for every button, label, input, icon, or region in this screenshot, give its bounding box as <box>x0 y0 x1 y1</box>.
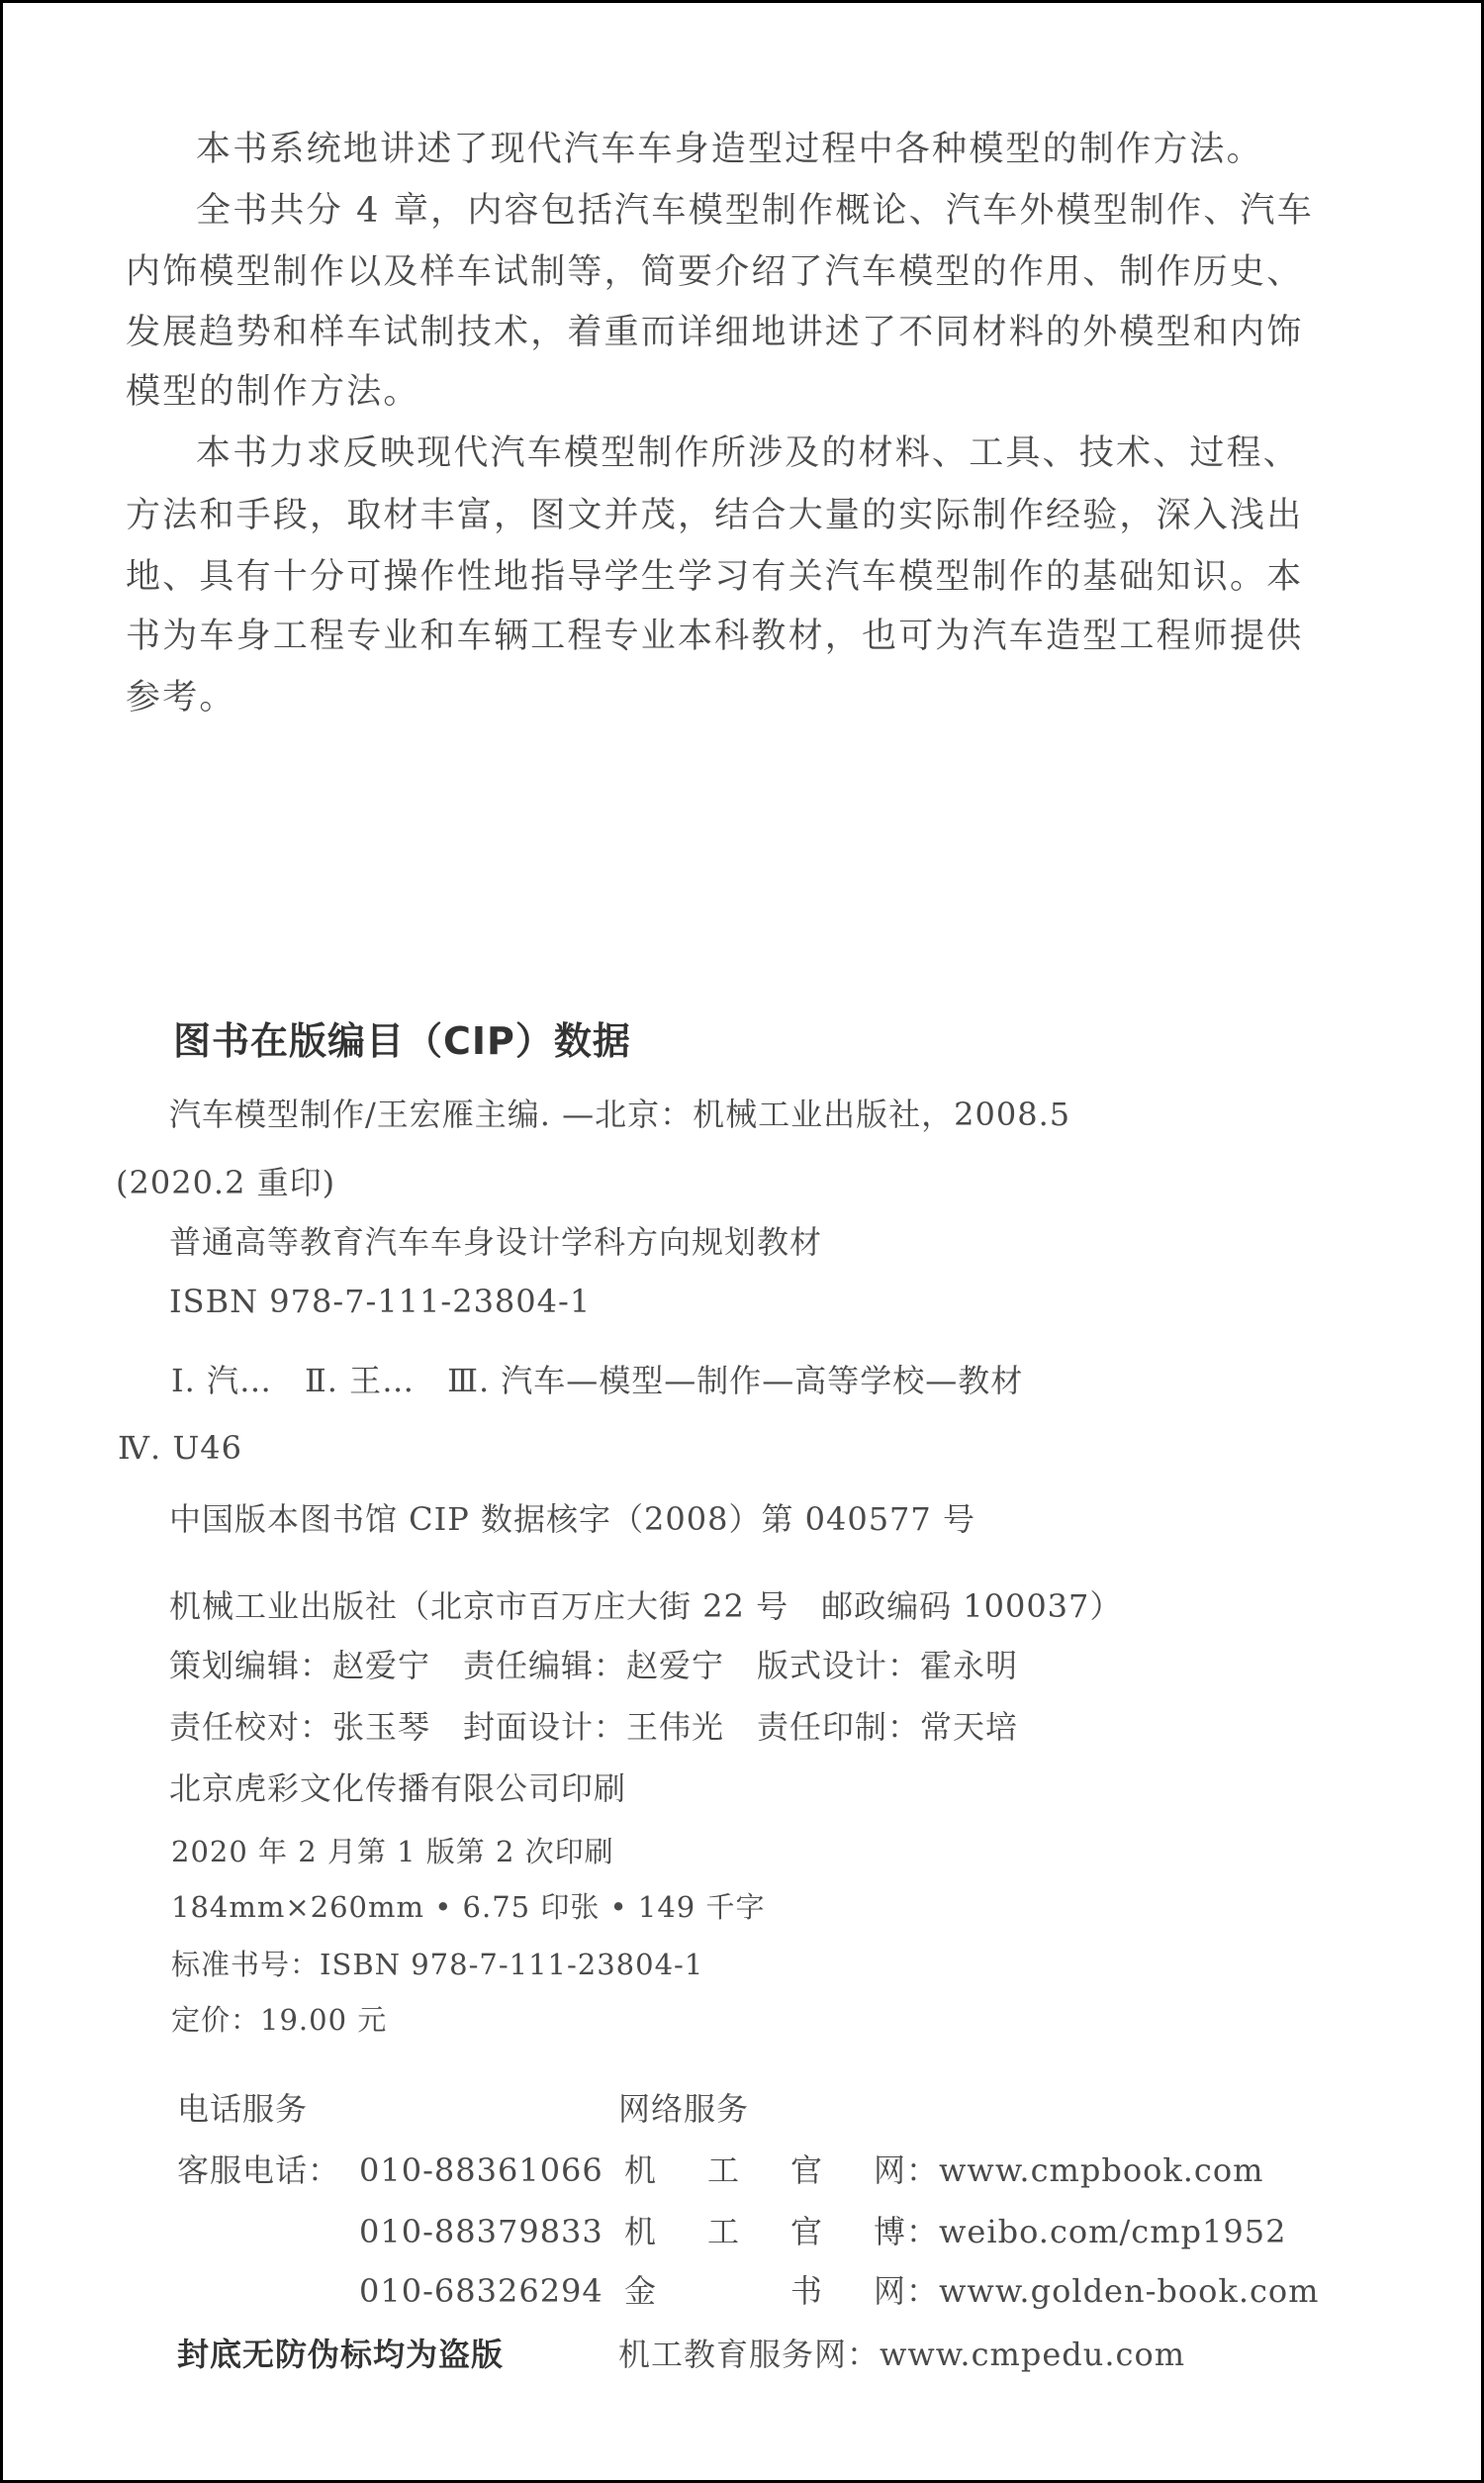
staff-line: 责任校对：张玉琴 封面设计：王伟光 责任印制：常天培 <box>169 1708 1019 1746</box>
summary-line: 本书力求反映现代汽车模型制作所涉及的材料、工具、技术、过程、 <box>196 433 1301 473</box>
golden-book-link[interactable]: www.golden-book.com <box>939 2272 1320 2310</box>
cip-heading: 图书在版编目（CIP）数据 <box>173 1019 631 1063</box>
standard-isbn: 标准书号：ISBN 978-7-111-23804-1 <box>171 1948 704 1981</box>
edu-site-link[interactable]: www.cmpedu.com <box>880 2336 1186 2373</box>
phone-number: 010-68326294 <box>359 2272 603 2310</box>
cip-series-line: 普通高等教育汽车车身设计学科方向规划教材 <box>169 1223 823 1261</box>
printer: 北京虎彩文化传播有限公司印刷 <box>169 1769 627 1807</box>
summary-line: 模型的制作方法。 <box>126 372 420 412</box>
cip-classification-line: Ⅰ. 汽… Ⅱ. 王… Ⅲ. 汽车—模型—制作—高等学校—教材 <box>171 1362 1024 1399</box>
edu-service-entry: 机工教育服务网：www.cmpedu.com <box>618 2336 1186 2373</box>
weibo-link[interactable]: weibo.com/cmp1952 <box>939 2213 1287 2250</box>
staff-line: 策划编辑：赵爱宁 责任编辑：赵爱宁 版式设计：霍永明 <box>169 1647 1019 1684</box>
phone-service-heading: 电话服务 <box>177 2090 309 2128</box>
phone-number: 010-88379833 <box>359 2213 603 2250</box>
summary-line: 方法和手段，取材丰富，图文并茂，结合大量的实际制作经验，深入浅出 <box>126 496 1304 535</box>
summary-line: 发展趋势和样车试制技术，着重而详细地讲述了不同材料的外模型和内饰 <box>126 313 1304 352</box>
cip-reprint-line: (2020.2 重印) <box>116 1164 336 1201</box>
web-entry-golden-book: 金 书 网：www.golden-book.com <box>624 2272 1320 2310</box>
edition: 2020 年 2 月第 1 版第 2 次印刷 <box>171 1835 614 1868</box>
summary-line: 地、具有十分可操作性地指导学生学习有关汽车模型制作的基础知识。本 <box>126 557 1304 597</box>
format: 184mm×260mm • 6.75 印张 • 149 千字 <box>171 1890 766 1924</box>
summary-line: 参考。 <box>126 678 236 717</box>
summary-line: 内饰模型制作以及样车试制等，简要介绍了汽车模型的作用、制作历史、 <box>126 252 1304 292</box>
web-service-heading: 网络服务 <box>618 2090 750 2128</box>
web-entry-official-site: 机 工 官 网：www.cmpbook.com <box>624 2151 1264 2189</box>
phone-label: 客服电话： <box>177 2151 341 2189</box>
publisher-address: 机械工业出版社（北京市百万庄大街 22 号 邮政编码 100037） <box>169 1587 1123 1625</box>
web-entry-weibo: 机 工 官 博：weibo.com/cmp1952 <box>624 2213 1287 2250</box>
summary-line: 全书共分 4 章，内容包括汽车模型制作概论、汽车外模型制作、汽车 <box>196 191 1314 231</box>
website-link[interactable]: www.cmpbook.com <box>939 2151 1264 2189</box>
summary-line: 书为车身工程专业和车辆工程专业本科教材，也可为汽车造型工程师提供 <box>126 617 1304 656</box>
summary-line: 本书系统地讲述了现代汽车车身造型过程中各种模型的制作方法。 <box>196 130 1263 169</box>
cip-number: 中国版本图书馆 CIP 数据核字（2008）第 040577 号 <box>169 1500 975 1538</box>
price: 定价：19.00 元 <box>171 2003 388 2037</box>
cip-isbn-line: ISBN 978-7-111-23804-1 <box>169 1283 592 1320</box>
phone-number: 010-88361066 <box>359 2151 603 2189</box>
cip-title-line: 汽车模型制作/王宏雁主编. —北京：机械工业出版社，2008.5 <box>169 1096 1071 1133</box>
anti-piracy-notice: 封底无防伪标均为盗版 <box>177 2336 505 2373</box>
cip-classification-code: Ⅳ. U46 <box>118 1429 242 1467</box>
